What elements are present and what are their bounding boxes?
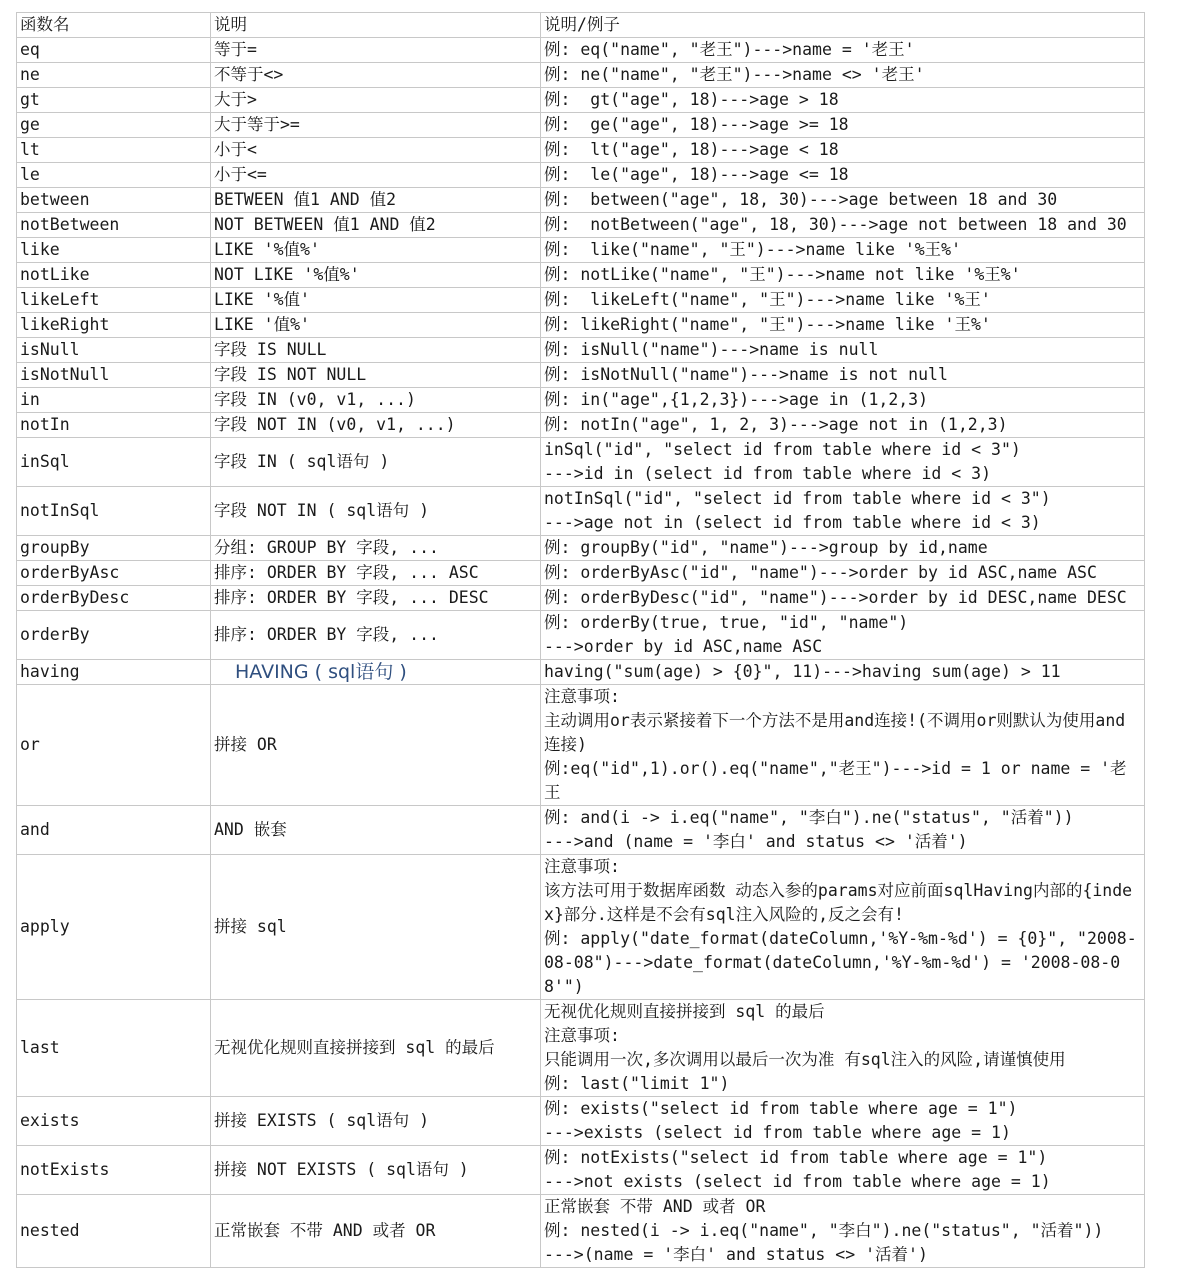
- function-name-cell: isNotNull: [17, 363, 211, 388]
- description-cell: 拼接 OR: [211, 685, 541, 806]
- description-cell: 分组: GROUP BY 字段, ...: [211, 536, 541, 561]
- function-name-cell: ne: [17, 63, 211, 88]
- header-function-name: 函数名: [17, 13, 211, 38]
- example-cell: 例: le("age", 18)--->age <= 18: [541, 163, 1145, 188]
- table-body: [17, 13, 1145, 1268]
- function-name-cell: notBetween: [17, 213, 211, 238]
- function-name-cell: orderByDesc: [17, 586, 211, 611]
- function-name-cell: isNull: [17, 338, 211, 363]
- table-row: [17, 1097, 1145, 1146]
- function-name-cell: between: [17, 188, 211, 213]
- function-name-cell: inSql: [17, 438, 211, 487]
- description-cell: 排序: ORDER BY 字段, ... DESC: [211, 586, 541, 611]
- description-cell: 无视优化规则直接拼接到 sql 的最后: [211, 1000, 541, 1097]
- table-row: [17, 338, 1145, 363]
- example-cell: having("sum(age) > {0}", 11)--->having sum(age) > 11: [541, 660, 1145, 685]
- description-cell: 拼接 sql: [211, 855, 541, 1000]
- table-row: [17, 855, 1145, 1000]
- example-cell: 例: notBetween("age", 18, 30)--->age not between 18 and 30: [541, 213, 1145, 238]
- example-cell: 例: lt("age", 18)--->age < 18: [541, 138, 1145, 163]
- description-cell: 排序: ORDER BY 字段, ...: [211, 611, 541, 660]
- function-name-cell: ge: [17, 113, 211, 138]
- table-row: [17, 138, 1145, 163]
- table-row: [17, 586, 1145, 611]
- table-row: [17, 263, 1145, 288]
- header-description: 说明: [211, 13, 541, 38]
- function-name-cell: notExists: [17, 1146, 211, 1195]
- example-cell: 例: notIn("age", 1, 2, 3)--->age not in (1,2,3): [541, 413, 1145, 438]
- description-cell: 排序: ORDER BY 字段, ... ASC: [211, 561, 541, 586]
- description-cell: BETWEEN 值1 AND 值2: [211, 188, 541, 213]
- table-row: [17, 1195, 1145, 1268]
- description-cell: 字段 IS NULL: [211, 338, 541, 363]
- example-cell: inSql("id", "select id from table where id < 3") --->id in (select id from table where id < 3): [541, 438, 1145, 487]
- description-cell: 字段 IS NOT NULL: [211, 363, 541, 388]
- function-name-cell: lt: [17, 138, 211, 163]
- function-name-cell: or: [17, 685, 211, 806]
- example-cell: 无视优化规则直接拼接到 sql 的最后 注意事项: 只能调用一次,多次调用以最后一次为准 有sql注入的风险,请谨慎使用 例: last("limit 1"): [541, 1000, 1145, 1097]
- table-row: [17, 1146, 1145, 1195]
- example-cell: 例: between("age", 18, 30)--->age between 18 and 30: [541, 188, 1145, 213]
- description-cell: LIKE '%值%': [211, 238, 541, 263]
- table-row: [17, 188, 1145, 213]
- table-row: [17, 113, 1145, 138]
- table-row: [17, 238, 1145, 263]
- example-cell: 注意事项: 该方法可用于数据库函数 动态入参的params对应前面sqlHaving内部的{index}部分.这样是不会有sql注入风险的,反之会有! 例: apply("date_format(dateColumn,'%Y-%m-%d') = {0}", "2008-08-08")--->date_format(dateColumn,'%Y-%m-%d') = '2008-08-08'"): [541, 855, 1145, 1000]
- function-name-cell: notIn: [17, 413, 211, 438]
- function-name-cell: likeRight: [17, 313, 211, 338]
- description-cell: 字段 NOT IN ( sql语句 ): [211, 487, 541, 536]
- description-cell: NOT BETWEEN 值1 AND 值2: [211, 213, 541, 238]
- function-name-cell: notInSql: [17, 487, 211, 536]
- function-name-cell: groupBy: [17, 536, 211, 561]
- example-cell: 例: ne("name", "老王")--->name <> '老王': [541, 63, 1145, 88]
- description-cell: 字段 IN (v0, v1, ...): [211, 388, 541, 413]
- table-row: [17, 685, 1145, 806]
- example-cell: 注意事项: 主动调用or表示紧接着下一个方法不是用and连接!(不调用or则默认为使用and连接) 例:eq("id",1).or().eq("name","老王")--->id = 1 or name = '老王: [541, 685, 1145, 806]
- description-cell: 字段 IN ( sql语句 ): [211, 438, 541, 487]
- example-cell: 例: orderBy(true, true, "id", "name") --->order by id ASC,name ASC: [541, 611, 1145, 660]
- function-reference-table: [16, 12, 1145, 1268]
- function-name-cell: having: [17, 660, 211, 685]
- function-name-cell: notLike: [17, 263, 211, 288]
- example-cell: 例: likeLeft("name", "王")--->name like '%王': [541, 288, 1145, 313]
- function-name-cell: exists: [17, 1097, 211, 1146]
- function-name-cell: last: [17, 1000, 211, 1097]
- table-row: [17, 213, 1145, 238]
- example-cell: 例: orderByAsc("id", "name")--->order by id ASC,name ASC: [541, 561, 1145, 586]
- example-cell: 例: groupBy("id", "name")--->group by id,name: [541, 536, 1145, 561]
- example-cell: 例: like("name", "王")--->name like '%王%': [541, 238, 1145, 263]
- table-row: [17, 88, 1145, 113]
- description-cell: 小于<=: [211, 163, 541, 188]
- table-row: [17, 561, 1145, 586]
- function-name-cell: nested: [17, 1195, 211, 1268]
- table-row: [17, 611, 1145, 660]
- description-cell: HAVING ( sql语句 ): [211, 660, 541, 685]
- example-cell: notInSql("id", "select id from table where id < 3") --->age not in (select id from table where id < 3): [541, 487, 1145, 536]
- description-cell: 拼接 NOT EXISTS ( sql语句 ): [211, 1146, 541, 1195]
- example-cell: 例: notExists("select id from table where age = 1") --->not exists (select id from table where age = 1): [541, 1146, 1145, 1195]
- function-name-cell: gt: [17, 88, 211, 113]
- example-cell: 例: ge("age", 18)--->age >= 18: [541, 113, 1145, 138]
- table-row: [17, 438, 1145, 487]
- function-name-cell: like: [17, 238, 211, 263]
- function-name-cell: eq: [17, 38, 211, 63]
- example-cell: 例: and(i -> i.eq("name", "李白").ne("status", "活着")) --->and (name = '李白' and status <> '活着'): [541, 806, 1145, 855]
- description-cell: 不等于<>: [211, 63, 541, 88]
- function-name-cell: likeLeft: [17, 288, 211, 313]
- example-cell: 例: isNull("name")--->name is null: [541, 338, 1145, 363]
- table-row: [17, 487, 1145, 536]
- header-example: 说明/例子: [541, 13, 1145, 38]
- table-row: [17, 388, 1145, 413]
- description-cell: LIKE '%值': [211, 288, 541, 313]
- table-row: [17, 38, 1145, 63]
- table-row: [17, 660, 1145, 685]
- table-row: [17, 413, 1145, 438]
- function-name-cell: orderByAsc: [17, 561, 211, 586]
- example-cell: 例: eq("name", "老王")--->name = '老王': [541, 38, 1145, 63]
- description-cell: AND 嵌套: [211, 806, 541, 855]
- function-name-cell: le: [17, 163, 211, 188]
- description-cell: 字段 NOT IN (v0, v1, ...): [211, 413, 541, 438]
- function-name-cell: apply: [17, 855, 211, 1000]
- description-cell: LIKE '值%': [211, 313, 541, 338]
- description-cell: NOT LIKE '%值%': [211, 263, 541, 288]
- function-name-cell: and: [17, 806, 211, 855]
- description-cell: 正常嵌套 不带 AND 或者 OR: [211, 1195, 541, 1268]
- table-row: [17, 363, 1145, 388]
- table-row: [17, 536, 1145, 561]
- example-cell: 例: in("age",{1,2,3})--->age in (1,2,3): [541, 388, 1145, 413]
- example-cell: 例: gt("age", 18)--->age > 18: [541, 88, 1145, 113]
- example-cell: 例: notLike("name", "王")--->name not like '%王%': [541, 263, 1145, 288]
- table-row: [17, 288, 1145, 313]
- example-cell: 例: likeRight("name", "王")--->name like '王%': [541, 313, 1145, 338]
- table-row: [17, 63, 1145, 88]
- example-cell: 正常嵌套 不带 AND 或者 OR 例: nested(i -> i.eq("name", "李白").ne("status", "活着")) --->(name = '李白' and status <> '活着'): [541, 1195, 1145, 1268]
- example-cell: 例: exists("select id from table where age = 1") --->exists (select id from table where age = 1): [541, 1097, 1145, 1146]
- example-cell: 例: isNotNull("name")--->name is not null: [541, 363, 1145, 388]
- description-cell: 拼接 EXISTS ( sql语句 ): [211, 1097, 541, 1146]
- function-name-cell: in: [17, 388, 211, 413]
- table-row: [17, 313, 1145, 338]
- description-cell: 等于=: [211, 38, 541, 63]
- table-row: [17, 1000, 1145, 1097]
- description-cell: 大于>: [211, 88, 541, 113]
- header-row: [17, 13, 1145, 38]
- function-name-cell: orderBy: [17, 611, 211, 660]
- table-row: [17, 163, 1145, 188]
- description-cell: 小于<: [211, 138, 541, 163]
- example-cell: 例: orderByDesc("id", "name")--->order by id DESC,name DESC: [541, 586, 1145, 611]
- description-cell: 大于等于>=: [211, 113, 541, 138]
- table-row: [17, 806, 1145, 855]
